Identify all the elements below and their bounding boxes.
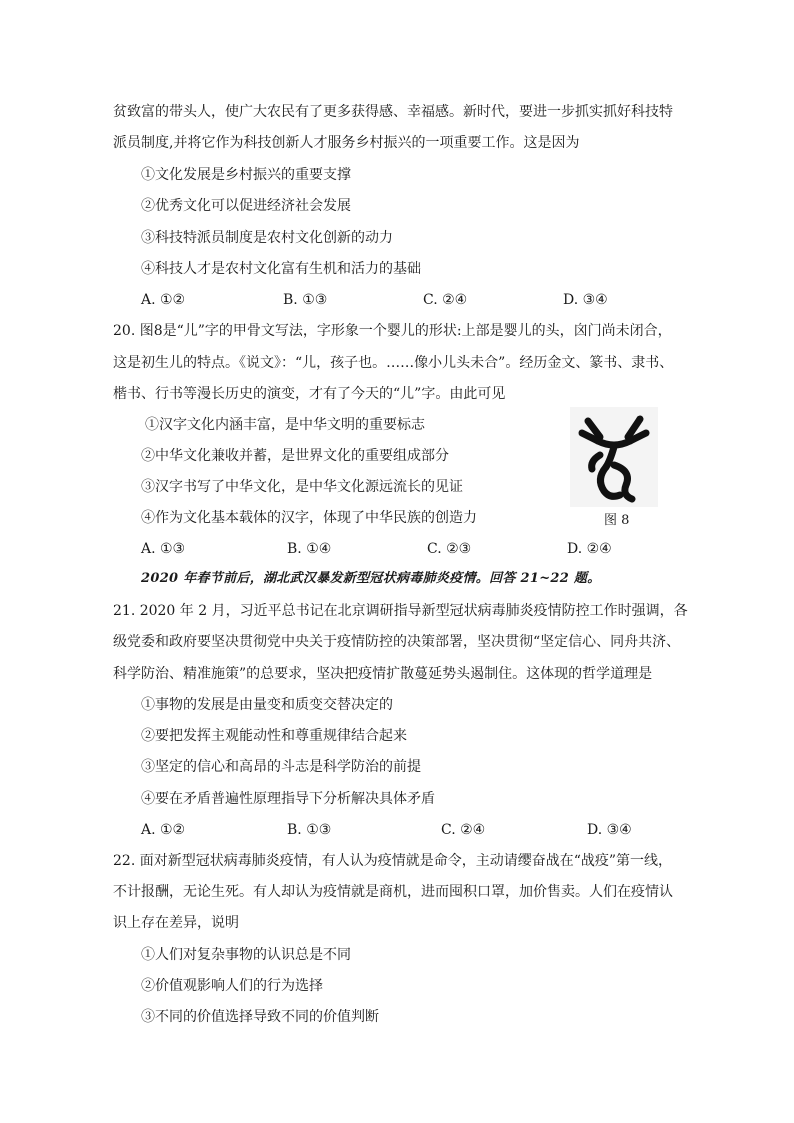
group-note: 2020 年春节前后，湖北武汉暴发新型冠状病毒肺炎疫情。回答 21~22 题。	[141, 571, 601, 586]
q19-option-1: ①文化发展是乡村振兴的重要支撑	[141, 167, 351, 183]
q22-option-2: ②价值观影响人们的行为选择	[141, 978, 323, 994]
q20-stem-line-2: 这是初生儿的特点。《说文》：“儿，孩子也。……像小儿头未合”。经历金文、篆书、隶书、	[113, 355, 674, 371]
q20-choice-b: B. ①④	[287, 541, 332, 557]
q20-option-3: ③汉字书写了中华文化，是中华文化源远流长的见证	[141, 479, 463, 495]
q19-option-3: ③科技特派员制度是农村文化创新的动力	[141, 230, 393, 246]
q20-option-4: ④作为文化基本载体的汉字，体现了中华民族的创造力	[141, 510, 477, 526]
q19-choice-c: C. ②④	[423, 292, 468, 308]
q22-option-1: ①人们对复杂事物的认识总是不同	[141, 947, 351, 963]
q19-option-4: ④科技人才是农村文化富有生机和活力的基础	[141, 261, 421, 277]
q22-stem-line-3: 识上存在差异，说明	[113, 915, 239, 931]
q19-stem-line-2: 派员制度,并将它作为科技创新人才服务乡村振兴的一项重要工作。这是因为	[113, 135, 580, 151]
q21-option-4: ④要在矛盾普遍性原理指导下分析解决具体矛盾	[141, 791, 435, 807]
q19-choice-b: B. ①③	[283, 292, 328, 308]
q20-option-2: ②中华文化兼收并蓄，是世界文化的重要组成部分	[141, 448, 449, 464]
q22-stem-line-1: 22. 面对新型冠状病毒肺炎疫情，有人认为疫情就是命令，主动请缨奋战在“战疫”第一线，	[113, 853, 673, 869]
q19-option-2: ②优秀文化可以促进经济社会发展	[141, 198, 351, 214]
q21-stem-line-1: 21. 2020 年 2 月，习近平总书记在北京调研指导新型冠状病毒肺炎疫情防控工作时强调，各	[113, 603, 688, 619]
q19-stem-line-1: 贫致富的带头人，使广大农民有了更多获得感、幸福感。新时代，要进一步抓实抓好科技特	[113, 104, 673, 120]
q21-choice-d: D. ③④	[587, 822, 632, 838]
q20-choice-a: A. ①③	[141, 541, 186, 557]
q21-stem-line-2: 级党委和政府要坚决贯彻党中央关于疫情防控的决策部署，坚决贯彻“坚定信心、同舟共济、	[113, 634, 681, 650]
q20-option-1: ①汉字文化内涵丰富，是中华文明的重要标志	[145, 417, 425, 433]
q19-choice-d: D. ③④	[563, 292, 608, 308]
q21-choice-b: B. ①③	[287, 822, 332, 838]
oracle-bone-character-figure	[570, 407, 658, 507]
q20-choice-c: C. ②③	[427, 541, 472, 557]
q21-option-2: ②要把发挥主观能动性和尊重规律结合起来	[141, 728, 407, 744]
q21-option-3: ③坚定的信心和高昂的斗志是科学防治的前提	[141, 759, 421, 775]
q21-stem-line-3: 科学防治、精准施策”的总要求，坚决把疫情扩散蔓延势头遏制住。这体现的哲学道理是	[113, 666, 653, 682]
q20-choice-d: D. ②④	[567, 541, 612, 557]
q19-choice-a: A. ①②	[141, 292, 186, 308]
q22-option-3: ③不同的价值选择导致不同的价值判断	[141, 1009, 379, 1025]
q21-choice-a: A. ①②	[141, 822, 186, 838]
q22-stem-line-2: 不计报酬，无论生死。有人却认为疫情就是商机，进而囤积口罩，加价售卖。人们在疫情认	[113, 884, 673, 900]
figure-caption: 图 8	[604, 513, 630, 528]
q21-option-1: ①事物的发展是由量变和质变交替决定的	[141, 697, 393, 713]
q21-choice-c: C. ②④	[441, 822, 486, 838]
q20-stem-line-3: 楷书、行书等漫长历史的演变，才有了今天的“儿”字。由此可见	[113, 386, 506, 402]
oracle-bone-er-glyph	[570, 407, 658, 507]
q20-stem-line-1: 20. 图8是“儿”字的甲骨文写法，字形象一个婴儿的形状:上部是婴儿的头，囟门尚未闭合，	[113, 323, 672, 339]
